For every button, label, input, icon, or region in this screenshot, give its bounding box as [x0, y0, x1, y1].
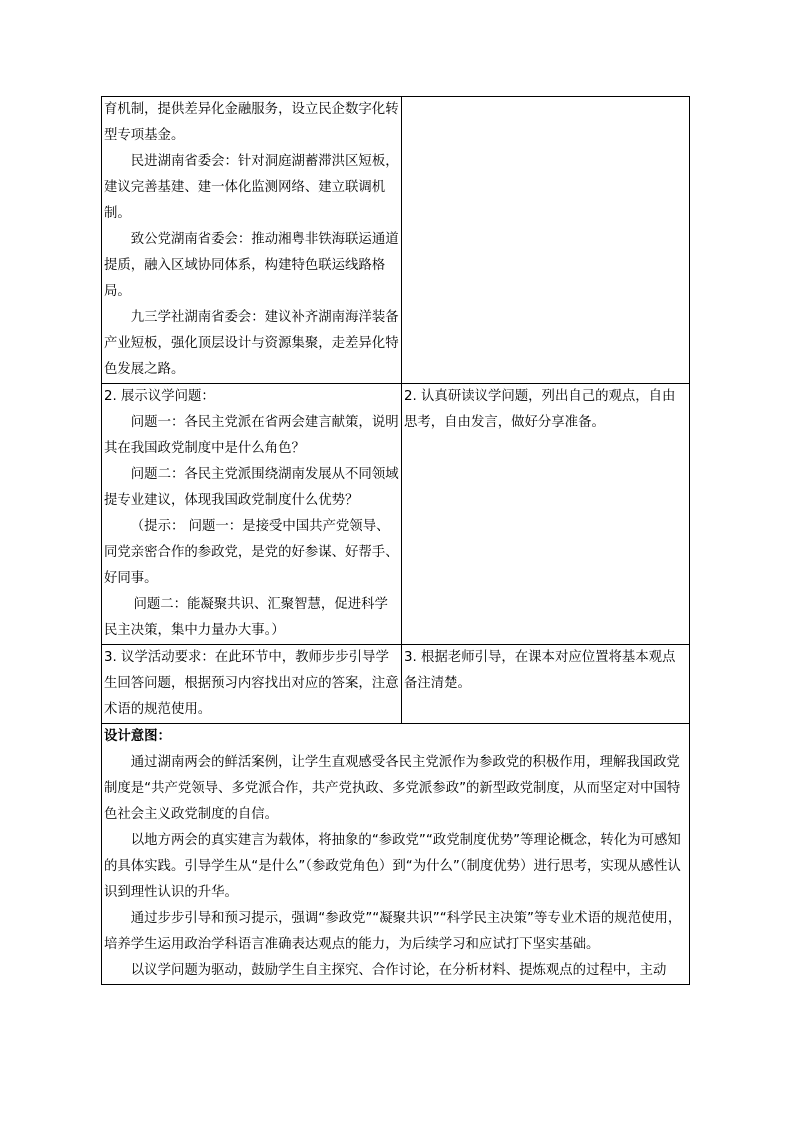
text-line: 九三学社湖南省委会：建议补齐湖南海洋装备产业短板，强化顶层设计与资源集聚，走差异化特色发展之路。	[104, 310, 399, 377]
table-row	[102, 645, 690, 724]
text-line: 2. 认真研读议学问题，列出自己的观点，自由思考，自由发言，做好分享准备。	[404, 389, 676, 430]
question-two: 问题二：各民主党派围绕湖南发展从不同领域提专业建议，体现我国政党制度什么优势？	[104, 467, 399, 508]
hint-one: （提示： 问题一：是接受中国共产党领导、同党亲密合作的参政党，是党的好参谋、好帮手、好同事。	[104, 519, 399, 586]
design-paragraph: 通过步步引导和预习提示，强调“参政党”“凝聚共识”“科学民主决策”等专业术语的规范使用，培养学生运用政治学科语言准确表达观点的能力，为后续学习和应试打下坚实基础。	[104, 911, 682, 952]
table-row	[102, 724, 690, 985]
left-cell-questions	[102, 384, 402, 645]
text-line: 3. 根据老师引导，在课本对应位置将基本观点备注清楚。	[404, 650, 676, 691]
table-row	[102, 384, 690, 645]
question-one: 问题一：各民主党派在省两会建言献策，说明其在我国政党制度中是什么角色？	[104, 415, 399, 456]
right-cell-empty	[402, 97, 690, 384]
design-intent-cell	[102, 724, 690, 985]
right-cell-student-task	[402, 645, 690, 724]
right-cell-student-activity	[402, 384, 690, 645]
section-heading: 2. 展示议学问题：	[104, 389, 215, 404]
left-cell-requirements	[102, 645, 402, 724]
text-line: 致公党湖南省委会：推动湘粤非铁海联运通道提质，融入区域协同体系，构建特色联运线路格局。	[104, 232, 399, 299]
hint-two: 问题二：能凝聚共识、汇聚智慧，促进科学民主决策，集中力量办大事。）	[104, 597, 388, 638]
table-row	[102, 97, 690, 384]
left-cell-materials	[102, 97, 402, 384]
design-paragraph: 通过湖南两会的鲜活案例，让学生直观感受各民主党派作为参政党的积极作用，理解我国政党制度是“共产党领导、多党派合作，共产党执政、多党派参政”的新型政党制度，从而坚定对中国特色社会主义政党制度的自信。	[104, 755, 681, 822]
text-line: 3. 议学活动要求：在此环节中，教师步步引导学生回答问题，根据预习内容找出对应的答案，注意术语的规范使用。	[104, 650, 399, 717]
design-paragraph: 以地方两会的真实建言为载体，将抽象的“参政党”“政党制度优势”等理论概念，转化为可感知的具体实践。引导学生从“是什么”（参政党角色）到“为什么”（制度优势）进行思考，实现从感性认识到理性认识的升华。	[104, 833, 681, 900]
design-paragraph: 以议学问题为驱动，鼓励学生自主探究、合作讨论，在分析材料、提炼观点的过程中，主动	[130, 963, 667, 978]
design-heading: 设计意图：	[104, 729, 171, 744]
text-line: 民进湖南省委会：针对洞庭湖蓄滞洪区短板，建议完善基建、建一体化监测网络、建立联调机制。	[104, 154, 399, 221]
lesson-plan-table	[101, 96, 690, 985]
text-line: 育机制，提供差异化金融服务，设立民企数字化转型专项基金。	[104, 102, 399, 143]
